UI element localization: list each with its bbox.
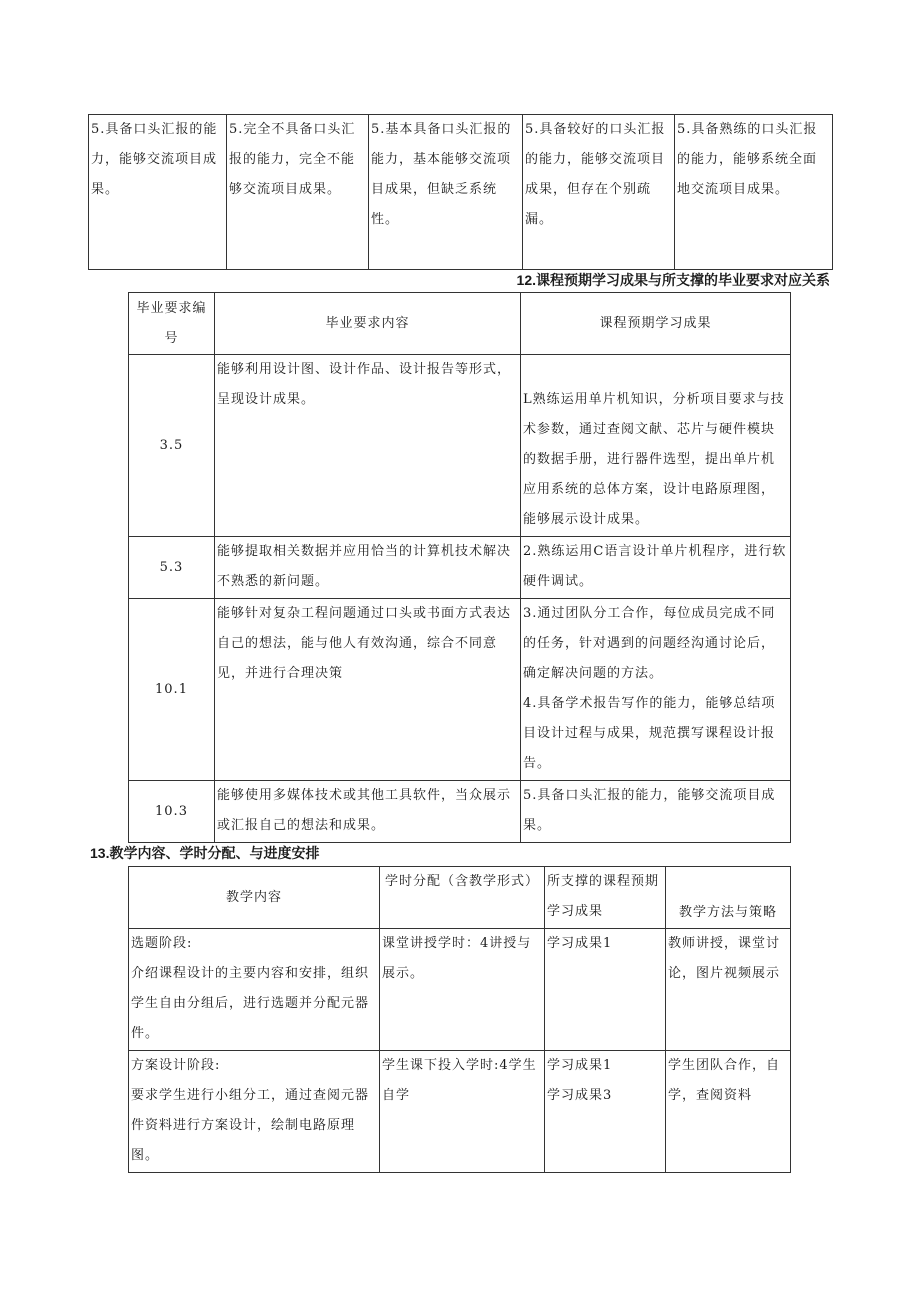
rubric-table — [88, 114, 833, 270]
teaching-schedule-table — [128, 866, 791, 1173]
requirement-id: 10.3 — [129, 781, 215, 843]
rubric-cell: 5.完全不具备口头汇报的能力，完全不能够交流项目成果。 — [227, 115, 369, 270]
outcome-ref: 学习成果3 — [547, 1088, 613, 1103]
requirement-content: 能够提取相关数据并应用恰当的计算机技术解决不熟悉的新问题。 — [215, 537, 521, 599]
supported-outcomes-cell — [545, 929, 666, 1051]
learning-outcome: 4.具备学术报告写作的能力，能够总结项目设计过程与成果，规范撰写课程设计报告。 — [523, 696, 776, 771]
requirement-content: 能够利用设计图、设计作品、设计报告等形式，呈现设计成果。 — [215, 355, 521, 537]
column-header: 学时分配（含教学形式） — [380, 867, 545, 929]
column-header: 毕业要求编号 — [129, 293, 215, 355]
outcome-ref: 学习成果1 — [547, 1058, 613, 1073]
learning-outcome-cell — [521, 599, 791, 781]
learning-outcome: 5.具备口头汇报的能力，能够交流项目成果。 — [521, 781, 791, 843]
table-header-row — [129, 867, 791, 929]
column-header: 教学内容 — [129, 867, 380, 929]
hours-allocation: 课堂讲授学时：4讲授与展示。 — [380, 929, 545, 1051]
requirement-id: 10.1 — [129, 599, 215, 781]
supported-outcomes-cell — [545, 1051, 666, 1173]
teaching-method: 学生团队合作，自学，查阅资料 — [666, 1051, 791, 1173]
teaching-method: 教师讲授，课堂讨论，图片视频展示 — [666, 929, 791, 1051]
stage-label: 方案设计阶段: — [131, 1058, 221, 1073]
outcome-ref: 学习成果1 — [547, 936, 613, 951]
teaching-content-cell — [129, 929, 380, 1051]
table-header-row — [129, 293, 791, 355]
rubric-cell: 5.具备较好的口头汇报的能力，能够交流项目成果，但存在个别疏漏。 — [523, 115, 675, 270]
requirement-content: 能够针对复杂工程问题通过口头或书面方式表达自己的想法，能与他人有效沟通，综合不同意见，并进行合理决策 — [215, 599, 521, 781]
table-row — [129, 355, 791, 537]
requirements-table — [128, 292, 791, 843]
requirement-id: 5.3 — [129, 537, 215, 599]
learning-outcome: 3.通过团队分工合作，每位成员完成不同的任务，针对遇到的问题经沟通讨论后，确定解决问题的方法。 — [523, 606, 776, 681]
table-row — [89, 115, 833, 270]
hours-allocation: 学生课下投入学时:4学生自学 — [380, 1051, 545, 1173]
column-header: 教学方法与策略 — [666, 867, 791, 929]
column-header: 课程预期学习成果 — [521, 293, 791, 355]
rubric-cell: 5.具备口头汇报的能力，能够交流项目成果。 — [89, 115, 227, 270]
rubric-cell: 5.基本具备口头汇报的能力，基本能够交流项目成果，但缺乏系统性。 — [369, 115, 523, 270]
column-header: 毕业要求内容 — [215, 293, 521, 355]
table-row — [129, 929, 791, 1051]
section-number: 13. — [90, 845, 110, 861]
rubric-cell: 5.具备熟练的口头汇报的能力，能够系统全面地交流项目成果。 — [675, 115, 833, 270]
stage-content: 介绍课程设计的主要内容和安排，组织学生自由分组后，进行选题并分配元器件。 — [131, 966, 370, 1041]
section-title: 教学内容、学时分配、与进度安排 — [109, 846, 320, 862]
table-row — [129, 781, 791, 843]
table-row — [129, 1051, 791, 1173]
section-number: 12. — [516, 272, 536, 288]
learning-outcome: 2.熟练运用C语言设计单片机程序，进行软硬件调试。 — [521, 537, 791, 599]
stage-label: 选题阶段: — [131, 936, 193, 951]
column-header: 所支撑的课程预期学习成果 — [545, 867, 666, 929]
teaching-content-cell — [129, 1051, 380, 1173]
requirement-content: 能够使用多媒体技术或其他工具软件，当众展示或汇报自己的想法和成果。 — [215, 781, 521, 843]
requirement-id: 3.5 — [129, 355, 215, 537]
learning-outcome: L熟练运用单片机知识，分析项目要求与技术参数，通过查阅文献、芯片与硬件模块的数据手册，进行器件选型，提出单片机应用系统的总体方案，设计电路原理图，能够展示设计成果。 — [521, 355, 791, 537]
stage-content: 要求学生进行小组分工，通过查阅元器件资料进行方案设计，绘制电路原理图。 — [131, 1088, 370, 1163]
section-12-heading — [517, 270, 830, 290]
table-row — [129, 599, 791, 781]
table-row — [129, 537, 791, 599]
section-title: 课程预期学习成果与所支撑的毕业要求对应关系 — [536, 273, 830, 289]
section-13-heading — [90, 843, 319, 863]
